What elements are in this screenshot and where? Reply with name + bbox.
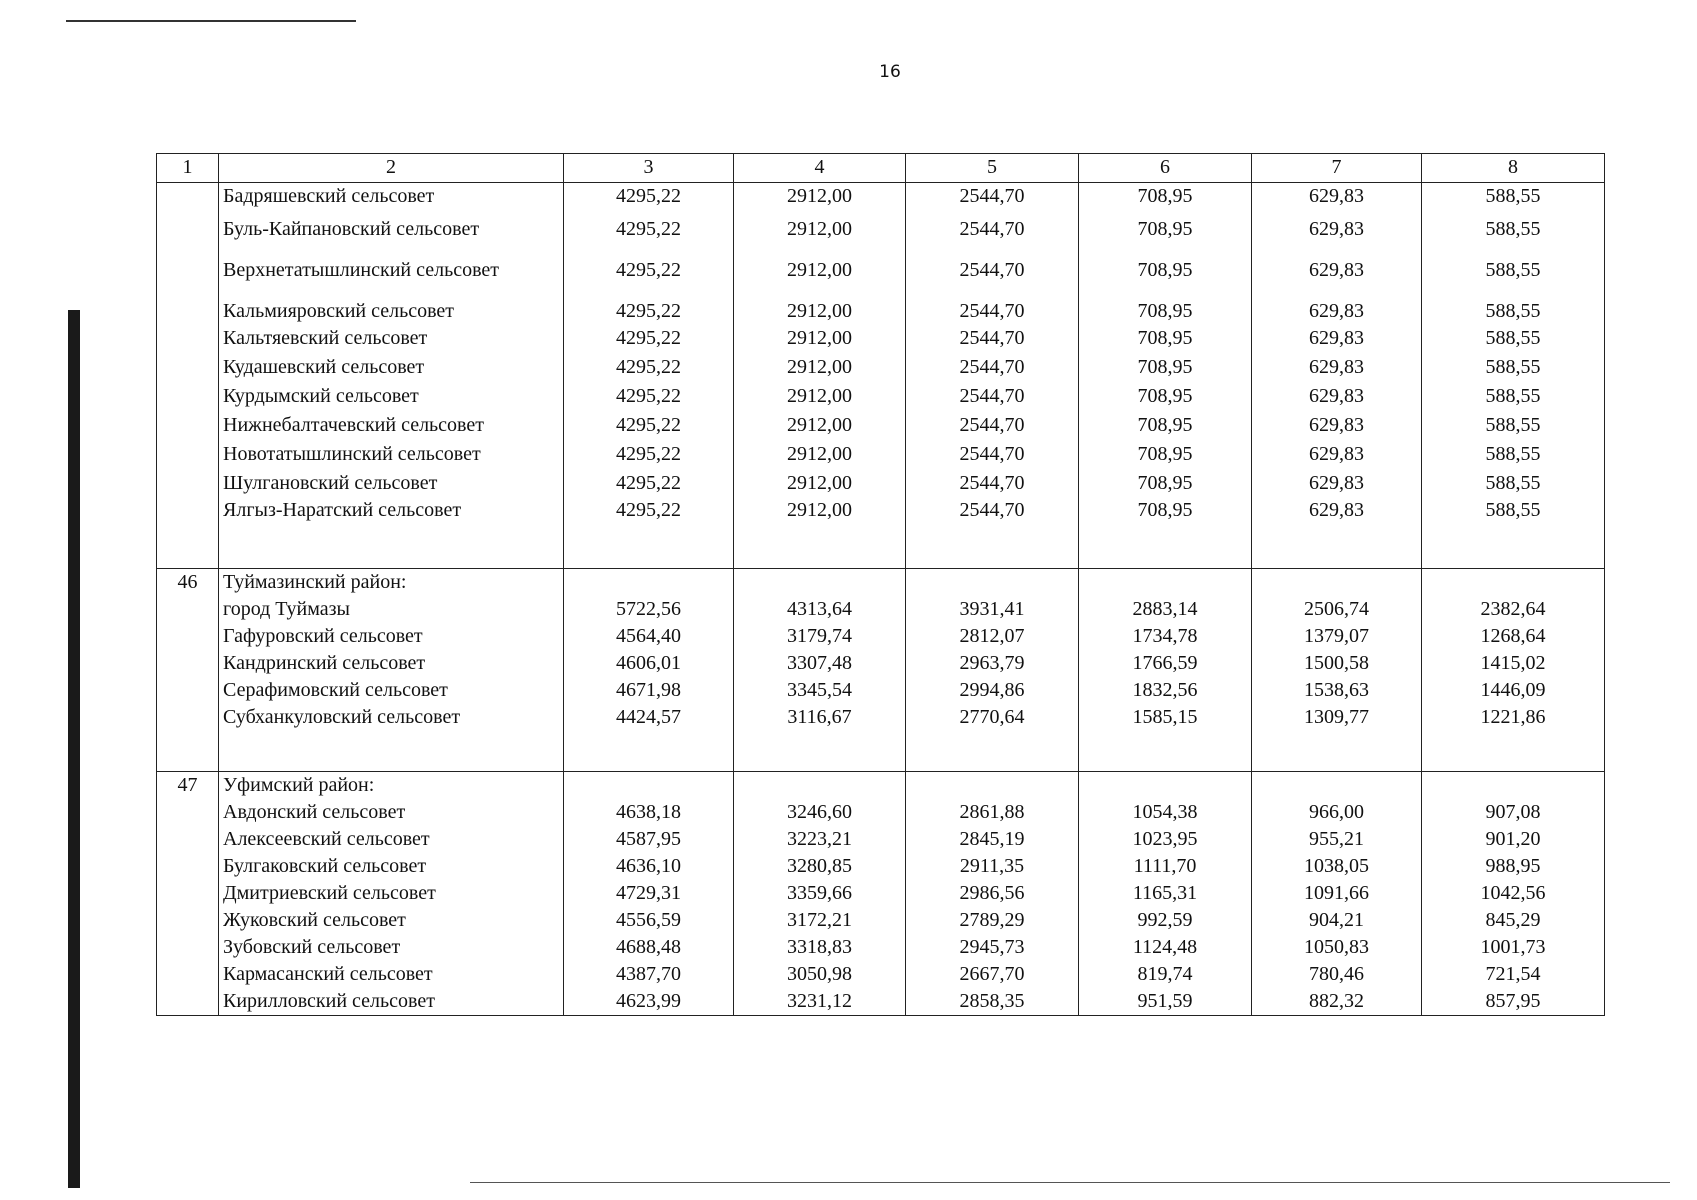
group-title: Туймазинский район: <box>219 569 564 597</box>
table-group <box>157 183 1605 569</box>
settlement-name: Ялгыз-Наратский сельсовет <box>219 497 564 524</box>
row-number-cell <box>157 439 219 468</box>
row-number-cell <box>157 325 219 352</box>
row-number-cell <box>157 497 219 524</box>
scan-edge-shadow <box>68 310 80 1188</box>
settlement-name: Дмитриевский сельсовет <box>219 880 564 907</box>
table-row <box>157 210 1605 243</box>
value-cell: 1042,56 <box>1422 880 1605 907</box>
value-cell: 1585,15 <box>1079 704 1252 731</box>
value-cell: 629,83 <box>1252 468 1422 497</box>
table-group <box>157 772 1605 1016</box>
row-number-cell <box>157 410 219 439</box>
value-cell: 4295,22 <box>564 497 734 524</box>
value-cell: 708,95 <box>1079 284 1252 325</box>
empty-cell <box>1252 569 1422 597</box>
value-cell: 3280,85 <box>734 853 906 880</box>
value-cell: 4295,22 <box>564 381 734 410</box>
column-header: 7 <box>1252 154 1422 183</box>
value-cell: 3172,21 <box>734 907 906 934</box>
settlement-name: Зубовский сельсовет <box>219 934 564 961</box>
value-cell: 2912,00 <box>734 410 906 439</box>
value-cell: 2544,70 <box>906 410 1079 439</box>
value-cell: 2544,70 <box>906 439 1079 468</box>
row-number-cell <box>157 381 219 410</box>
value-cell: 588,55 <box>1422 210 1605 243</box>
value-cell: 4638,18 <box>564 799 734 826</box>
value-cell: 4587,95 <box>564 826 734 853</box>
row-number-cell <box>157 677 219 704</box>
settlement-name: Курдымский сельсовет <box>219 381 564 410</box>
spacer-row <box>157 731 1605 772</box>
empty-cell <box>906 569 1079 597</box>
settlement-name: Гафуровский сельсовет <box>219 623 564 650</box>
value-cell: 2912,00 <box>734 284 906 325</box>
row-number-cell <box>157 961 219 988</box>
value-cell: 2544,70 <box>906 243 1079 284</box>
value-cell: 708,95 <box>1079 352 1252 381</box>
value-cell: 629,83 <box>1252 497 1422 524</box>
value-cell: 588,55 <box>1422 497 1605 524</box>
value-cell: 904,21 <box>1252 907 1422 934</box>
value-cell: 2861,88 <box>906 799 1079 826</box>
empty-cell <box>906 731 1079 772</box>
value-cell: 4564,40 <box>564 623 734 650</box>
value-cell: 780,46 <box>1252 961 1422 988</box>
value-cell: 708,95 <box>1079 410 1252 439</box>
value-cell: 2912,00 <box>734 210 906 243</box>
row-number-cell <box>157 934 219 961</box>
table-row <box>157 799 1605 826</box>
empty-cell <box>1422 524 1605 569</box>
column-header: 6 <box>1079 154 1252 183</box>
value-cell: 2544,70 <box>906 325 1079 352</box>
empty-cell <box>1252 731 1422 772</box>
row-number-cell <box>157 650 219 677</box>
empty-cell <box>734 772 906 800</box>
value-cell: 629,83 <box>1252 284 1422 325</box>
table-row <box>157 325 1605 352</box>
value-cell: 588,55 <box>1422 243 1605 284</box>
row-number-cell <box>157 468 219 497</box>
column-header: 4 <box>734 154 906 183</box>
value-cell: 992,59 <box>1079 907 1252 934</box>
value-cell: 629,83 <box>1252 439 1422 468</box>
value-cell: 2963,79 <box>906 650 1079 677</box>
row-number-cell <box>157 284 219 325</box>
scan-top-rule <box>66 20 356 22</box>
value-cell: 3359,66 <box>734 880 906 907</box>
row-number-cell <box>157 704 219 731</box>
empty-cell <box>734 569 906 597</box>
value-cell: 2544,70 <box>906 497 1079 524</box>
settlement-name: Алексеевский сельсовет <box>219 826 564 853</box>
value-cell: 2912,00 <box>734 497 906 524</box>
column-header: 5 <box>906 154 1079 183</box>
value-cell: 629,83 <box>1252 183 1422 211</box>
table-row <box>157 352 1605 381</box>
empty-cell <box>734 524 906 569</box>
settlement-name: Серафимовский сельсовет <box>219 677 564 704</box>
settlement-name: Новотатышлинский сельсовет <box>219 439 564 468</box>
settlement-name: Верхнетатышлинский сельсовет <box>219 243 564 284</box>
value-cell: 2912,00 <box>734 381 906 410</box>
value-cell: 4556,59 <box>564 907 734 934</box>
table-row <box>157 704 1605 731</box>
value-cell: 3318,83 <box>734 934 906 961</box>
value-cell: 2911,35 <box>906 853 1079 880</box>
table-row <box>157 243 1605 284</box>
value-cell: 1091,66 <box>1252 880 1422 907</box>
table-row <box>157 623 1605 650</box>
value-cell: 4295,22 <box>564 439 734 468</box>
value-cell: 1221,86 <box>1422 704 1605 731</box>
value-cell: 4688,48 <box>564 934 734 961</box>
value-cell: 3246,60 <box>734 799 906 826</box>
group-number: 46 <box>157 569 219 597</box>
table-row <box>157 650 1605 677</box>
value-cell: 1766,59 <box>1079 650 1252 677</box>
settlement-name: Жуковский сельсовет <box>219 907 564 934</box>
value-cell: 1446,09 <box>1422 677 1605 704</box>
value-cell: 2883,14 <box>1079 596 1252 623</box>
settlement-name: Булгаковский сельсовет <box>219 853 564 880</box>
value-cell: 3223,21 <box>734 826 906 853</box>
table-row <box>157 596 1605 623</box>
row-number-cell <box>157 352 219 381</box>
value-cell: 4295,22 <box>564 243 734 284</box>
value-cell: 2912,00 <box>734 352 906 381</box>
column-header: 2 <box>219 154 564 183</box>
value-cell: 2858,35 <box>906 988 1079 1016</box>
value-cell: 1415,02 <box>1422 650 1605 677</box>
value-cell: 1538,63 <box>1252 677 1422 704</box>
empty-cell <box>564 569 734 597</box>
table-header <box>157 154 1605 183</box>
value-cell: 901,20 <box>1422 826 1605 853</box>
page-number: 16 <box>879 62 901 82</box>
settlement-name: город Туймазы <box>219 596 564 623</box>
value-cell: 588,55 <box>1422 468 1605 497</box>
empty-cell <box>564 731 734 772</box>
value-cell: 2912,00 <box>734 439 906 468</box>
value-cell: 708,95 <box>1079 468 1252 497</box>
value-cell: 588,55 <box>1422 381 1605 410</box>
value-cell: 4606,01 <box>564 650 734 677</box>
value-cell: 4295,22 <box>564 352 734 381</box>
row-number-cell <box>157 623 219 650</box>
settlement-name: Кальмияровский сельсовет <box>219 284 564 325</box>
group-title: Уфимский район: <box>219 772 564 800</box>
row-number-cell <box>157 826 219 853</box>
value-cell: 629,83 <box>1252 243 1422 284</box>
table-row <box>157 497 1605 524</box>
row-number-cell <box>157 596 219 623</box>
scan-bottom-rule <box>470 1182 1670 1183</box>
value-cell: 588,55 <box>1422 183 1605 211</box>
value-cell: 819,74 <box>1079 961 1252 988</box>
value-cell: 1001,73 <box>1422 934 1605 961</box>
column-header: 8 <box>1422 154 1605 183</box>
value-cell: 629,83 <box>1252 325 1422 352</box>
empty-cell <box>157 731 219 772</box>
value-cell: 2912,00 <box>734 325 906 352</box>
value-cell: 629,83 <box>1252 352 1422 381</box>
value-cell: 708,95 <box>1079 183 1252 211</box>
table-row <box>157 284 1605 325</box>
row-number-cell <box>157 210 219 243</box>
value-cell: 845,29 <box>1422 907 1605 934</box>
value-cell: 2544,70 <box>906 183 1079 211</box>
value-cell: 3116,67 <box>734 704 906 731</box>
value-cell: 4671,98 <box>564 677 734 704</box>
row-number-cell <box>157 243 219 284</box>
empty-cell <box>1079 731 1252 772</box>
empty-cell <box>1252 772 1422 800</box>
empty-cell <box>564 524 734 569</box>
table-row <box>157 381 1605 410</box>
settlement-name: Кальтяевский сельсовет <box>219 325 564 352</box>
value-cell: 988,95 <box>1422 853 1605 880</box>
value-cell: 4623,99 <box>564 988 734 1016</box>
table-row <box>157 880 1605 907</box>
empty-cell <box>1422 569 1605 597</box>
row-number-cell <box>157 183 219 211</box>
value-cell: 708,95 <box>1079 210 1252 243</box>
value-cell: 857,95 <box>1422 988 1605 1016</box>
value-cell: 3307,48 <box>734 650 906 677</box>
value-cell: 4729,31 <box>564 880 734 907</box>
table-row <box>157 826 1605 853</box>
value-cell: 629,83 <box>1252 381 1422 410</box>
spacer-row <box>157 524 1605 569</box>
settlement-name: Буль-Кайпановский сельсовет <box>219 210 564 243</box>
empty-cell <box>734 731 906 772</box>
empty-cell <box>906 524 1079 569</box>
value-cell: 2667,70 <box>906 961 1079 988</box>
value-cell: 4295,22 <box>564 325 734 352</box>
value-cell: 4295,22 <box>564 468 734 497</box>
value-cell: 1832,56 <box>1079 677 1252 704</box>
value-cell: 882,32 <box>1252 988 1422 1016</box>
value-cell: 4636,10 <box>564 853 734 880</box>
empty-cell <box>1079 772 1252 800</box>
settlement-name: Кармасанский сельсовет <box>219 961 564 988</box>
value-cell: 2544,70 <box>906 352 1079 381</box>
value-cell: 708,95 <box>1079 497 1252 524</box>
value-cell: 721,54 <box>1422 961 1605 988</box>
value-cell: 629,83 <box>1252 210 1422 243</box>
empty-cell <box>1252 524 1422 569</box>
value-cell: 1038,05 <box>1252 853 1422 880</box>
settlement-name: Бадряшевский сельсовет <box>219 183 564 211</box>
value-cell: 4295,22 <box>564 284 734 325</box>
table-row <box>157 934 1605 961</box>
value-cell: 2789,29 <box>906 907 1079 934</box>
value-cell: 2986,56 <box>906 880 1079 907</box>
settlement-name: Кирилловский сельсовет <box>219 988 564 1016</box>
row-number-cell <box>157 853 219 880</box>
value-cell: 2912,00 <box>734 468 906 497</box>
empty-cell <box>1422 772 1605 800</box>
empty-cell <box>1079 524 1252 569</box>
value-cell: 708,95 <box>1079 439 1252 468</box>
row-number-cell <box>157 799 219 826</box>
value-cell: 2912,00 <box>734 183 906 211</box>
value-cell: 3345,54 <box>734 677 906 704</box>
value-cell: 1379,07 <box>1252 623 1422 650</box>
value-cell: 2945,73 <box>906 934 1079 961</box>
group-title-row <box>157 569 1605 597</box>
empty-cell <box>906 772 1079 800</box>
empty-cell <box>564 772 734 800</box>
value-cell: 4295,22 <box>564 210 734 243</box>
value-cell: 4387,70 <box>564 961 734 988</box>
value-cell: 1268,64 <box>1422 623 1605 650</box>
settlement-name: Субханкуловский сельсовет <box>219 704 564 731</box>
value-cell: 2912,00 <box>734 243 906 284</box>
value-cell: 2544,70 <box>906 468 1079 497</box>
value-cell: 2845,19 <box>906 826 1079 853</box>
value-cell: 588,55 <box>1422 410 1605 439</box>
settlement-name: Кандринский сельсовет <box>219 650 564 677</box>
group-title-row <box>157 772 1605 800</box>
value-cell: 1124,48 <box>1079 934 1252 961</box>
row-number-cell <box>157 988 219 1016</box>
value-cell: 2770,64 <box>906 704 1079 731</box>
empty-cell <box>157 524 219 569</box>
column-header: 1 <box>157 154 219 183</box>
value-cell: 629,83 <box>1252 410 1422 439</box>
table-row <box>157 439 1605 468</box>
value-cell: 588,55 <box>1422 325 1605 352</box>
row-number-cell <box>157 880 219 907</box>
table-row <box>157 410 1605 439</box>
table-row <box>157 677 1605 704</box>
value-cell: 1165,31 <box>1079 880 1252 907</box>
table-row <box>157 183 1605 211</box>
value-cell: 708,95 <box>1079 243 1252 284</box>
value-cell: 1050,83 <box>1252 934 1422 961</box>
value-cell: 1111,70 <box>1079 853 1252 880</box>
value-cell: 708,95 <box>1079 325 1252 352</box>
value-cell: 2994,86 <box>906 677 1079 704</box>
value-cell: 2812,07 <box>906 623 1079 650</box>
group-number: 47 <box>157 772 219 800</box>
value-cell: 955,21 <box>1252 826 1422 853</box>
value-cell: 2506,74 <box>1252 596 1422 623</box>
data-table <box>156 153 1605 1016</box>
value-cell: 2544,70 <box>906 284 1079 325</box>
value-cell: 5722,56 <box>564 596 734 623</box>
empty-cell <box>1422 731 1605 772</box>
value-cell: 588,55 <box>1422 284 1605 325</box>
value-cell: 3231,12 <box>734 988 906 1016</box>
value-cell: 708,95 <box>1079 381 1252 410</box>
settlement-name: Авдонский сельсовет <box>219 799 564 826</box>
table-row <box>157 853 1605 880</box>
value-cell: 4295,22 <box>564 410 734 439</box>
column-header: 3 <box>564 154 734 183</box>
value-cell: 588,55 <box>1422 352 1605 381</box>
row-number-cell <box>157 907 219 934</box>
empty-cell <box>1079 569 1252 597</box>
value-cell: 3050,98 <box>734 961 906 988</box>
settlement-name: Нижнебалтачевский сельсовет <box>219 410 564 439</box>
value-cell: 3179,74 <box>734 623 906 650</box>
value-cell: 2382,64 <box>1422 596 1605 623</box>
table-row <box>157 961 1605 988</box>
value-cell: 1023,95 <box>1079 826 1252 853</box>
value-cell: 4295,22 <box>564 183 734 211</box>
value-cell: 2544,70 <box>906 210 1079 243</box>
value-cell: 3931,41 <box>906 596 1079 623</box>
value-cell: 4313,64 <box>734 596 906 623</box>
value-cell: 2544,70 <box>906 381 1079 410</box>
value-cell: 1054,38 <box>1079 799 1252 826</box>
value-cell: 907,08 <box>1422 799 1605 826</box>
empty-cell <box>219 524 564 569</box>
value-cell: 1309,77 <box>1252 704 1422 731</box>
table-row <box>157 988 1605 1016</box>
settlement-name: Кудашевский сельсовет <box>219 352 564 381</box>
table-group <box>157 569 1605 772</box>
value-cell: 966,00 <box>1252 799 1422 826</box>
value-cell: 1500,58 <box>1252 650 1422 677</box>
settlement-name: Шулгановский сельсовет <box>219 468 564 497</box>
table-row <box>157 907 1605 934</box>
value-cell: 588,55 <box>1422 439 1605 468</box>
value-cell: 951,59 <box>1079 988 1252 1016</box>
empty-cell <box>219 731 564 772</box>
table-row <box>157 468 1605 497</box>
value-cell: 4424,57 <box>564 704 734 731</box>
header-row <box>157 154 1605 183</box>
value-cell: 1734,78 <box>1079 623 1252 650</box>
